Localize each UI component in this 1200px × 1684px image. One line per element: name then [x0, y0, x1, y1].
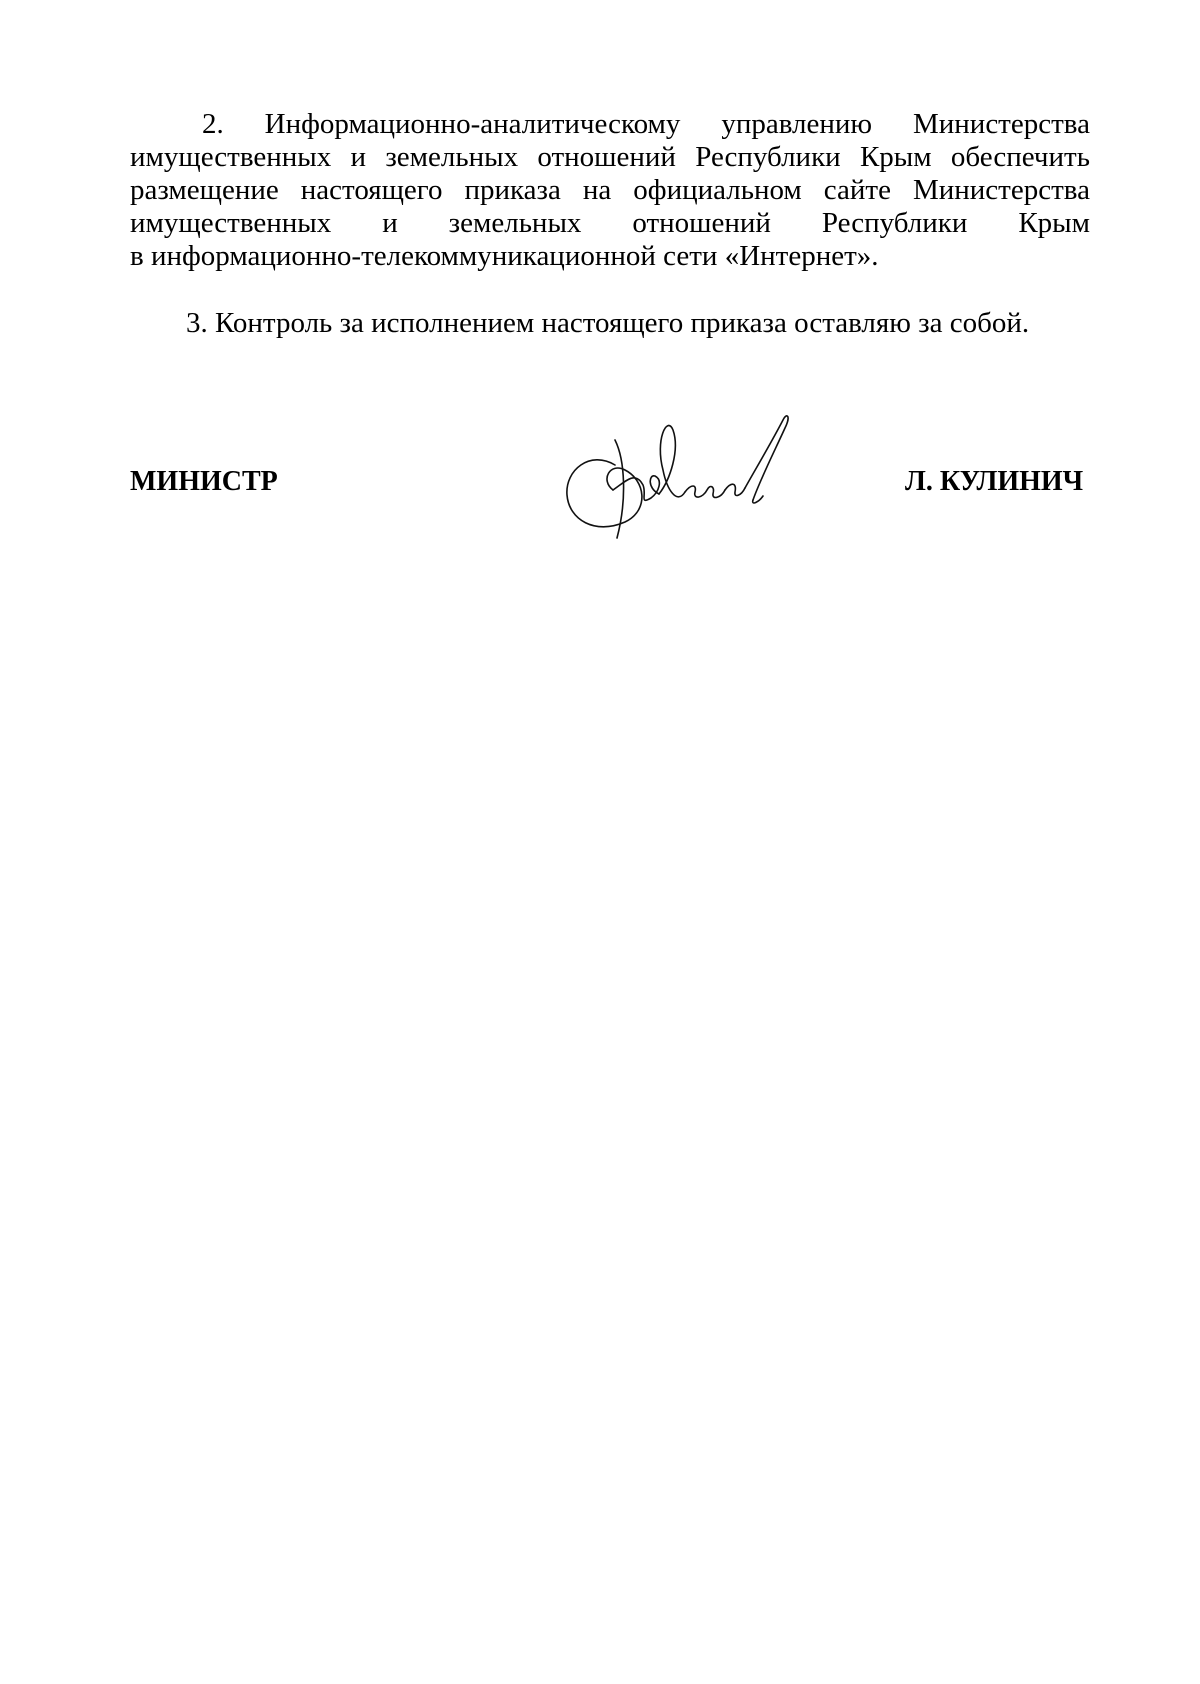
word: земельных	[448, 207, 582, 239]
word: имущественных	[130, 207, 332, 239]
word: сайте	[823, 174, 891, 206]
word: Республики	[695, 141, 841, 173]
word: размещение	[130, 174, 279, 206]
word: Министерства	[912, 174, 1090, 206]
word: отношений	[632, 207, 771, 239]
handwritten-signature	[555, 410, 815, 550]
word: земельных	[385, 141, 519, 173]
word: отношений	[537, 141, 676, 173]
word: официальном	[633, 174, 802, 206]
position-title: МИНИСТР	[130, 466, 278, 497]
word: Крым	[1018, 207, 1090, 239]
word: настоящего	[300, 174, 443, 206]
paragraph-2-line-1	[130, 108, 1090, 140]
word: приказа	[464, 174, 561, 206]
word: на	[582, 174, 612, 206]
word: Крым	[859, 141, 932, 173]
paragraph-2-line-4	[130, 207, 1090, 239]
word: и	[382, 207, 398, 239]
word: Министерства	[912, 108, 1090, 140]
signatory-name: Л. КУЛИНИЧ	[905, 466, 1084, 497]
word: 2.	[202, 108, 224, 140]
paragraph-2-line-5: в информационно-телекоммуникационной сети «Интернет».	[130, 240, 879, 272]
paragraph-2-line-3	[130, 174, 1090, 206]
word: и	[350, 141, 367, 173]
paragraph-2-line-2	[130, 141, 1090, 173]
word: Республики	[821, 207, 968, 239]
word: Информационно-аналитическому	[264, 108, 681, 140]
word: управлению	[721, 108, 873, 140]
word: обеспечить	[950, 141, 1090, 173]
word: имущественных	[130, 141, 332, 173]
paragraph-3: 3. Контроль за исполнением настоящего приказа оставляю за собой.	[186, 307, 1030, 339]
